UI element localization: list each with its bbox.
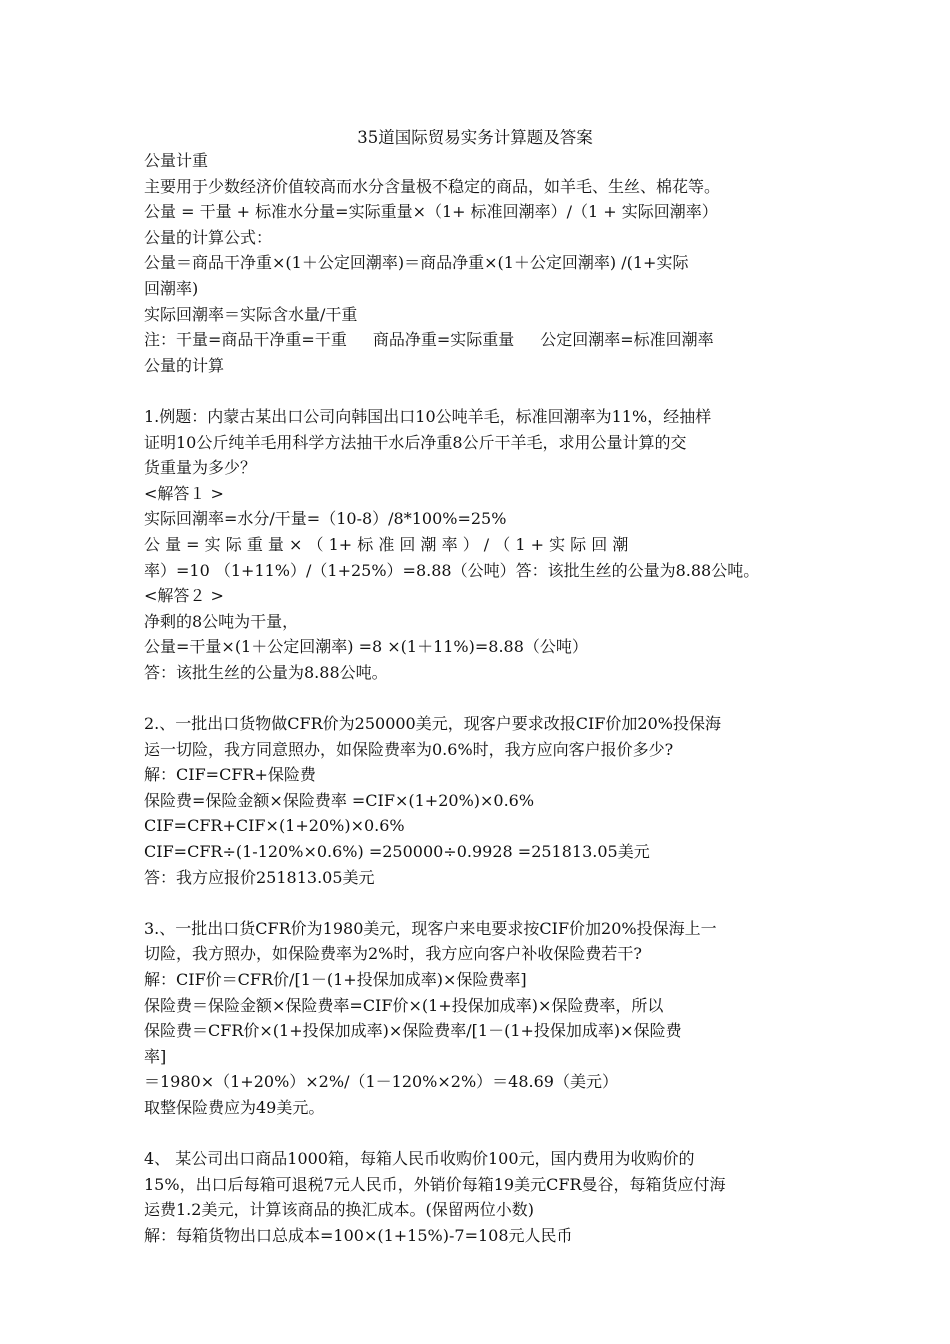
paragraph-line: 公量＝商品干净重×(1＋公定回潮率)＝商品净重×(1＋公定回潮率) /(1+实际 bbox=[144, 253, 689, 273]
note-part: 注：干量=商品干净重=干重 bbox=[144, 330, 347, 350]
note-part: 商品净重=实际重量 bbox=[372, 330, 515, 350]
paragraph-line: 公量的计算 bbox=[144, 355, 225, 375]
answer-line: 答：该批生丝的公量为8.88公吨。 bbox=[144, 662, 388, 682]
question-line: 4、 某公司出口商品1000箱，每箱人民币收购价100元，国内费用为收购价的 bbox=[144, 1149, 695, 1169]
paragraph-line: 公量 = 干量 + 标准水分量=实际重量×（1+ 标准回潮率）/（1 + 实际回潮率） bbox=[144, 202, 718, 222]
answer-line: 公 量 = 实 际 重 量 × （ 1+ 标 准 回 潮 率 ） / （ 1 + 实 际 回 潮 bbox=[144, 534, 629, 554]
document-title: 35道国际贸易实务计算题及答案 bbox=[357, 128, 593, 147]
question-line: 1.例题：内蒙古某出口公司向韩国出口10公吨羊毛，标准回潮率为11%，经抽样 bbox=[144, 406, 712, 426]
question-line: 2.、一批出口货物做CFR价为250000美元，现客户要求改报CIF价加20%投保海 bbox=[144, 714, 721, 734]
answer-line: 解：CIF=CFR+保险费 bbox=[144, 765, 316, 785]
answer-label: <解答１ > bbox=[144, 483, 224, 503]
question-line: 运一切险，我方同意照办，如保险费率为0.6%时，我方应向客户报价多少? bbox=[144, 739, 674, 759]
answer-line: 保险费＝保险金额×保险费率=CIF价×(1+投保加成率)×保险费率，所以 bbox=[144, 995, 664, 1015]
section-heading: 公量计重 bbox=[144, 151, 209, 170]
answer-line: 取整保险费应为49美元。 bbox=[144, 1097, 325, 1117]
paragraph-line: 实际回潮率＝实际含水量/干重 bbox=[144, 304, 358, 324]
question-line: 货重量为多少？ bbox=[144, 458, 257, 478]
answer-line: 率] bbox=[144, 1046, 167, 1066]
answer-line: 解：每箱货物出口总成本=100×(1+15%)-7=108元人民币 bbox=[144, 1225, 573, 1245]
answer-label: <解答２ > bbox=[144, 586, 224, 606]
note-part: 公定回潮率=标准回潮率 bbox=[540, 330, 714, 350]
answer-line: 解：CIF价＝CFR价/[1－(1+投保加成率)×保险费率] bbox=[144, 970, 527, 989]
answer-line: CIF=CFR+CIF×(1+20%)×0.6% bbox=[144, 816, 405, 836]
document-body bbox=[144, 148, 810, 1249]
answer-line: ＝1980×（1+20%）×2%/（1－120%×2%）＝48.69（美元） bbox=[144, 1072, 618, 1092]
paragraph-line: 主要用于少数经济价值较高而水分含量极不稳定的商品，如羊毛、生丝、棉花等。 bbox=[144, 176, 721, 196]
answer-line: 答：我方应报价251813.05美元 bbox=[144, 867, 375, 887]
answer-line: 保险费=保险金额×保险费率 =CIF×(1+20%)×0.6% bbox=[144, 790, 535, 810]
answer-line: 实际回潮率=水分/干量=（10-8）/8*100%=25% bbox=[144, 509, 507, 529]
question-line: 证明10公斤纯羊毛用科学方法抽干水后净重8公斤干羊毛，求用公量计算的交 bbox=[144, 432, 687, 452]
note-line bbox=[144, 327, 810, 353]
answer-line: 公量=干量×(1＋公定回潮率) =8 ×(1＋11%)=8.88（公吨） bbox=[144, 637, 588, 657]
question-line: 切险，我方照办，如保险费率为2%时，我方应向客户补收保险费若干? bbox=[144, 944, 642, 964]
paragraph-line: 公量的计算公式： bbox=[144, 227, 273, 247]
question-line: 3.、一批出口货CFR价为1980美元，现客户来电要求按CIF价加20%投保海上一 bbox=[144, 918, 717, 938]
answer-line: 率）=10 （1+11%）/（1+25%）=8.88（公吨）答：该批生丝的公量为8.88公吨。 bbox=[144, 560, 760, 580]
paragraph-line: 回潮率) bbox=[144, 278, 199, 298]
answer-line: 保险费＝CFR价×(1+投保加成率)×保险费率/[1－(1+投保加成率)×保险费 bbox=[144, 1021, 682, 1041]
question-line: 运费1.2美元，计算该商品的换汇成本。(保留两位小数) bbox=[144, 1200, 534, 1220]
question-line: 15%，出口后每箱可退税7元人民币，外销价每箱19美元CFR曼谷，每箱货应付海 bbox=[144, 1174, 726, 1194]
answer-line: CIF=CFR÷(1-120%×0.6%) =250000÷0.9928 =251813.05美元 bbox=[144, 842, 650, 862]
answer-line: 净剩的8公吨为干量， bbox=[144, 611, 299, 631]
